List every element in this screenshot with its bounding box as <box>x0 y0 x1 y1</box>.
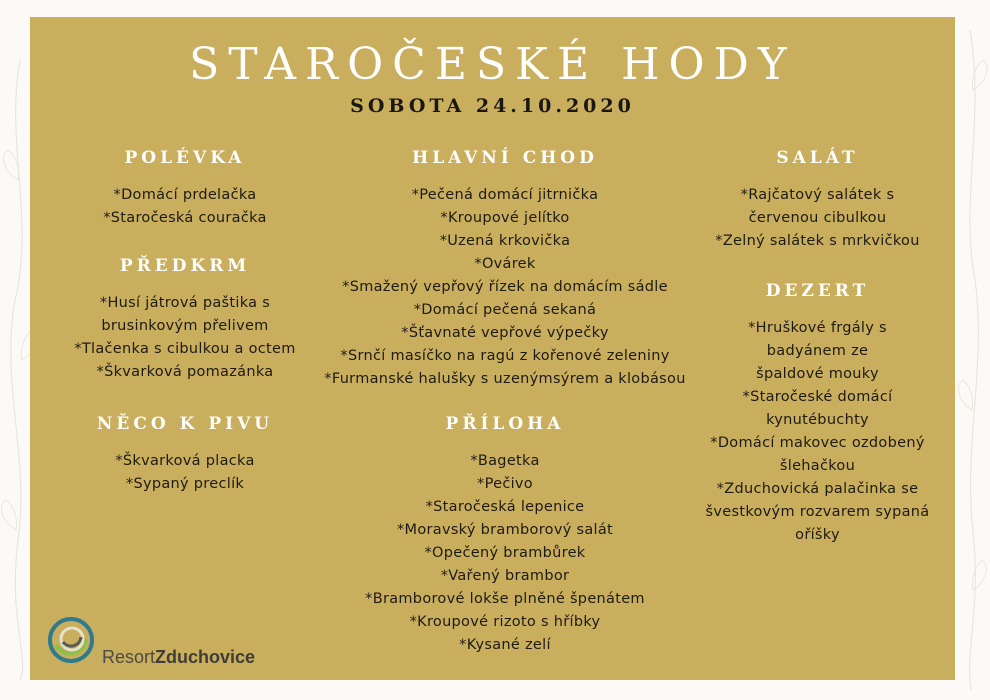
menu-panel <box>30 17 955 680</box>
menu-item: *Domácí prdelačka <box>113 187 257 203</box>
menu-item: šlehačkou <box>779 458 856 474</box>
menu-item: badyánem ze <box>766 343 869 359</box>
menu-item: *Smažený vepřový řízek na domácím sádle <box>342 279 668 295</box>
menu-item: *Bramborové lokše plněné špenátem <box>365 591 645 607</box>
section-heading: HLAVNÍ CHOD <box>412 148 598 168</box>
menu-item: *Domácí makovec ozdobený <box>710 435 925 451</box>
menu-item: *Opečený brambůrek <box>424 545 586 561</box>
menu-item: *Pečivo <box>477 476 533 492</box>
menu-item: *Zduchovická palačinka se <box>716 481 919 497</box>
menu-item: *Domácí pečená sekaná <box>413 302 597 318</box>
menu-item: *Uzená krkovička <box>439 233 571 249</box>
menu-item: *Rajčatový salátek s <box>740 187 895 203</box>
menu-item: *Kysané zelí <box>459 637 551 653</box>
logo-text-resort: Resort <box>102 647 156 667</box>
event-date: SOBOTA 24.10.2020 <box>350 95 635 117</box>
menu-item: brusinkovým přelivem <box>101 318 269 334</box>
menu-item: *Ovárek <box>474 256 536 272</box>
logo-swirl-icon <box>46 615 96 665</box>
section-heading: PŘÍLOHA <box>445 414 565 434</box>
menu-item: *Šťavnaté vepřové výpečky <box>401 325 609 341</box>
menu-item: *Škvarková placka <box>115 453 255 469</box>
logo-text <box>102 647 255 668</box>
page-title: STAROČESKÉ HODY <box>189 39 796 90</box>
menu-item: kynutébuchty <box>766 412 869 428</box>
menu-item: *Srnčí masíčko na ragú z kořenové zeleniny <box>340 348 670 364</box>
menu-item: *Staročeské domácí <box>742 389 893 405</box>
resort-logo <box>46 615 276 667</box>
section-heading: DEZERT <box>765 281 870 301</box>
section-neco-k-pivu <box>70 414 300 496</box>
menu-item: *Hruškové frgály s <box>748 320 887 336</box>
menu-item: švestkovým rozvarem sypaná <box>705 504 930 520</box>
menu-item: červenou cibulkou <box>748 210 887 226</box>
section-polevka <box>70 148 300 230</box>
menu-item: *Staročeská lepenice <box>425 499 585 515</box>
section-predkrm <box>60 256 310 384</box>
menu-item: *Škvarková pomazánka <box>96 364 274 380</box>
menu-item: *Tlačenka s cibulkou a octem <box>74 341 296 357</box>
section-heading: SALÁT <box>776 148 859 168</box>
menu-item: *Husí játrová paštika s <box>99 295 271 311</box>
menu-item: *Zelný salátek s mrkvičkou <box>715 233 920 249</box>
section-hlavni-chod <box>305 148 705 391</box>
section-priloha <box>330 414 680 657</box>
menu-item: *Pečená domácí jitrnička <box>411 187 599 203</box>
section-salat <box>685 148 950 253</box>
menu-item: špaldové mouky <box>756 366 879 382</box>
section-heading: POLÉVKA <box>124 148 246 168</box>
menu-item: *Kroupové rizoto s hříbky <box>409 614 601 630</box>
menu-item: *Bagetka <box>470 453 540 469</box>
section-heading: PŘEDKRM <box>119 256 251 276</box>
menu-item: *Vařený brambor <box>440 568 570 584</box>
section-heading: NĚCO K PIVU <box>96 414 274 434</box>
menu-item: *Moravský bramborový salát <box>396 522 614 538</box>
menu-item: *Staročeská couračka <box>103 210 267 226</box>
menu-item: *Sypaný preclík <box>125 476 245 492</box>
menu-item: *Furmanské halušky s uzenýmsýrem a klobásou <box>324 371 686 387</box>
floral-decoration-right-icon <box>955 30 990 690</box>
section-dezert <box>685 281 950 547</box>
menu-item: oříšky <box>795 527 840 543</box>
logo-text-zduchovice: Zduchovice <box>155 647 256 667</box>
menu-item: *Kroupové jelítko <box>440 210 570 226</box>
